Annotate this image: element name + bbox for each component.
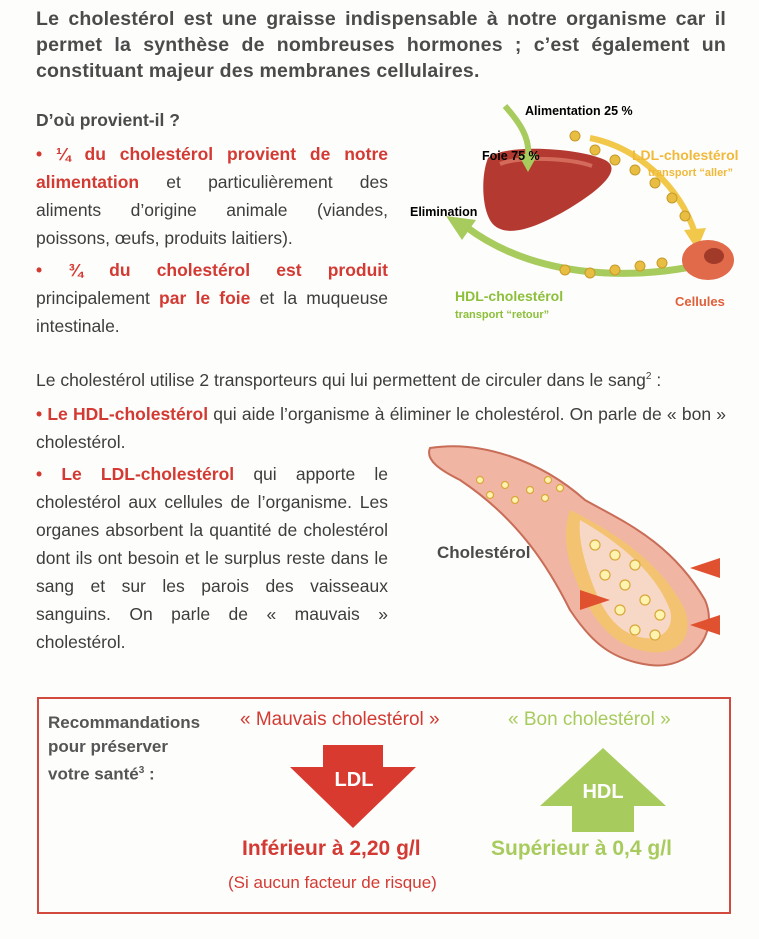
footnote-3: 3 xyxy=(138,765,145,776)
bullet-foie xyxy=(36,256,388,340)
label-alimentation: Alimentation 25 % xyxy=(525,104,633,118)
ldl-threshold: Inférieur à 2,20 g/l xyxy=(242,837,421,860)
label-ldl-transport: transport “aller” xyxy=(648,167,733,179)
ldl-label: LDL xyxy=(334,769,374,791)
bullet-dot: • xyxy=(36,144,43,164)
bullet-highlight: Le LDL-cholestérol xyxy=(61,464,235,484)
good-cholesterol-label: « Bon cholestérol » xyxy=(508,709,671,730)
section-question: D’où provient-il ? xyxy=(36,110,180,130)
label-hdl: HDL-cholestérol xyxy=(455,288,564,304)
label-hdl-transport: transport “retour” xyxy=(455,309,550,321)
label-foie: Foie 75 % xyxy=(482,149,540,163)
bullet-text: et particulièrement des aliments d’origine animale (viandes, poissons, œufs, produits laitiers). xyxy=(36,172,388,248)
footnote-2: 2 xyxy=(645,371,652,383)
recommendations-title xyxy=(48,711,200,787)
hdl-arrow xyxy=(465,226,685,273)
transport-colon: : xyxy=(651,370,662,390)
intro-paragraph: Le cholestérol est une graisse indispensable à notre organisme car il permet la synthèse de nombreuses hormones ; c’est également un constituant majeur des membranes cellulaires. xyxy=(36,8,726,82)
hdl-label: HDL xyxy=(582,781,624,803)
label-cholesterol: Cholestérol xyxy=(437,543,531,562)
bullet-dot: • xyxy=(36,404,43,424)
bullet-highlight-foie: par le foie xyxy=(159,288,251,308)
bad-cholesterol-label: « Mauvais cholestérol » xyxy=(240,709,440,730)
cell-nucleus xyxy=(704,248,724,264)
reco-title-line1: Recommandations xyxy=(48,713,201,732)
bullet-text-end: et la muqueuse intestinale. xyxy=(36,288,388,336)
bullet-highlight: ¾ du cholestérol est produit xyxy=(68,260,388,280)
bullet-text: qui apporte le cholestérol aux cellules de l’organisme. Les organes absorbent la quantité de cholestérol dont ils ont besoin et le surplus reste dans le sang et sur les parois des vaisseaux sanguins. On parle de « mauvais » cholestérol. xyxy=(36,464,388,652)
risk-note: (Si aucun facteur de risque) xyxy=(228,873,437,892)
label-cellules: Cellules xyxy=(675,294,725,309)
reco-title-line2: pour préserver xyxy=(48,737,168,756)
bullet-highlight: Le HDL-cholestérol xyxy=(47,404,209,424)
transport-text: Le cholestérol utilise 2 transporteurs qui lui permettent de circuler dans le sang xyxy=(36,370,646,390)
bullet-alimentation xyxy=(36,140,388,252)
bullet-text: principalement xyxy=(36,288,160,308)
bullet-highlight: ¼ du cholestérol provient de notre alimentation xyxy=(36,144,388,192)
transport-intro xyxy=(36,370,661,391)
bullet-dot: • xyxy=(36,260,43,280)
bullet-ldl xyxy=(36,460,388,656)
hdl-threshold: Supérieur à 0,4 g/l xyxy=(491,837,672,860)
cholesterol-cycle-diagram xyxy=(410,98,755,330)
bullet-text: qui aide l’organisme à éliminer le cholestérol. On parle de « bon » cholestérol. xyxy=(36,404,726,452)
label-elimination: Elimination xyxy=(410,205,478,219)
bullet-dot: • xyxy=(36,464,43,484)
reco-title-line3: votre santé$^3$ : xyxy=(48,764,155,784)
label-ldl: LDL-cholestérol xyxy=(632,147,739,163)
